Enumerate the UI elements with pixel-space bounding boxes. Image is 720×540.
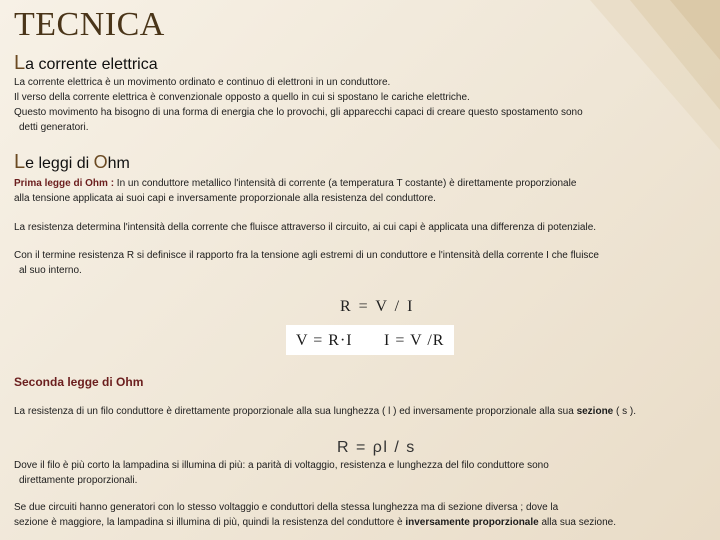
paragraph-line: Il verso della corrente elettrica è convenzionale opposto a quello in cui si spostano le cariche elettriche.	[14, 92, 470, 103]
circuit-line: Se due circuiti hanno generatori con lo stesso voltaggio e conduttori della stessa lunghezza ma di sezione diversa ; dove la	[14, 502, 559, 513]
page-title: TECNICA	[14, 6, 165, 43]
paragraph-line: Questo movimento ha bisogno di una forma di energia che lo provochi, gli apparecchi capaci di creare questo spostamento sono	[14, 107, 583, 118]
definition-line: Con il termine resistenza R si definisce il rapporto fra la tensione agli estremi di un conduttore e l'intensità della corrente I che fluisce	[14, 250, 599, 261]
formula-box	[286, 325, 454, 355]
first-law-line: Prima legge di Ohm : In un conduttore metallico l'intensità di corrente (a temperatura T costante) è direttamente proporzionale	[14, 178, 577, 189]
section-heading-leggi-ohm: Le leggi di Ohm	[14, 151, 130, 173]
second-law-line: La resistenza di un filo conduttore è direttamente proporzionale alla sua lunghezza ( l ) ed inversamente proporzionale alla sua sezione ( s ).	[14, 406, 637, 417]
formula-r-rho-l-s: R = ρl / s	[337, 439, 416, 456]
formula-v: V = R·I	[296, 332, 353, 349]
first-law-line: alla tensione applicata ai suoi capi e inversamente proporzionale alla resistenza del conduttore.	[14, 193, 436, 204]
formula-r-v-i: R = V / I	[340, 298, 415, 315]
corner-decoration	[570, 0, 720, 150]
definition-line: al suo interno.	[19, 265, 82, 276]
lamp-line: direttamente proporzionali.	[19, 475, 138, 486]
section-heading-corrente: La corrente elettrica	[14, 52, 158, 74]
paragraph-line: La corrente elettrica è un movimento ordinato e continuo di elettroni in un conduttore.	[14, 77, 391, 88]
lamp-line: Dove il filo è più corto la lampadina si illumina di più: a parità di voltaggio, resistenza e lunghezza del filo conduttore sono	[14, 460, 549, 471]
circuit-line: sezione è maggiore, la lampadina si illumina di più, quindi la resistenza del conduttore è inversamente proporzionale alla sua sezione.	[14, 517, 616, 528]
paragraph-line: detti generatori.	[19, 122, 89, 133]
second-law-heading: Seconda legge di Ohm	[14, 375, 144, 389]
resistance-line: La resistenza determina l'intensità della corrente che fluisce attraverso il circuito, ai cui capi è applicata una differenza di potenziale.	[14, 222, 597, 233]
formula-i: I = V /R	[384, 332, 445, 349]
